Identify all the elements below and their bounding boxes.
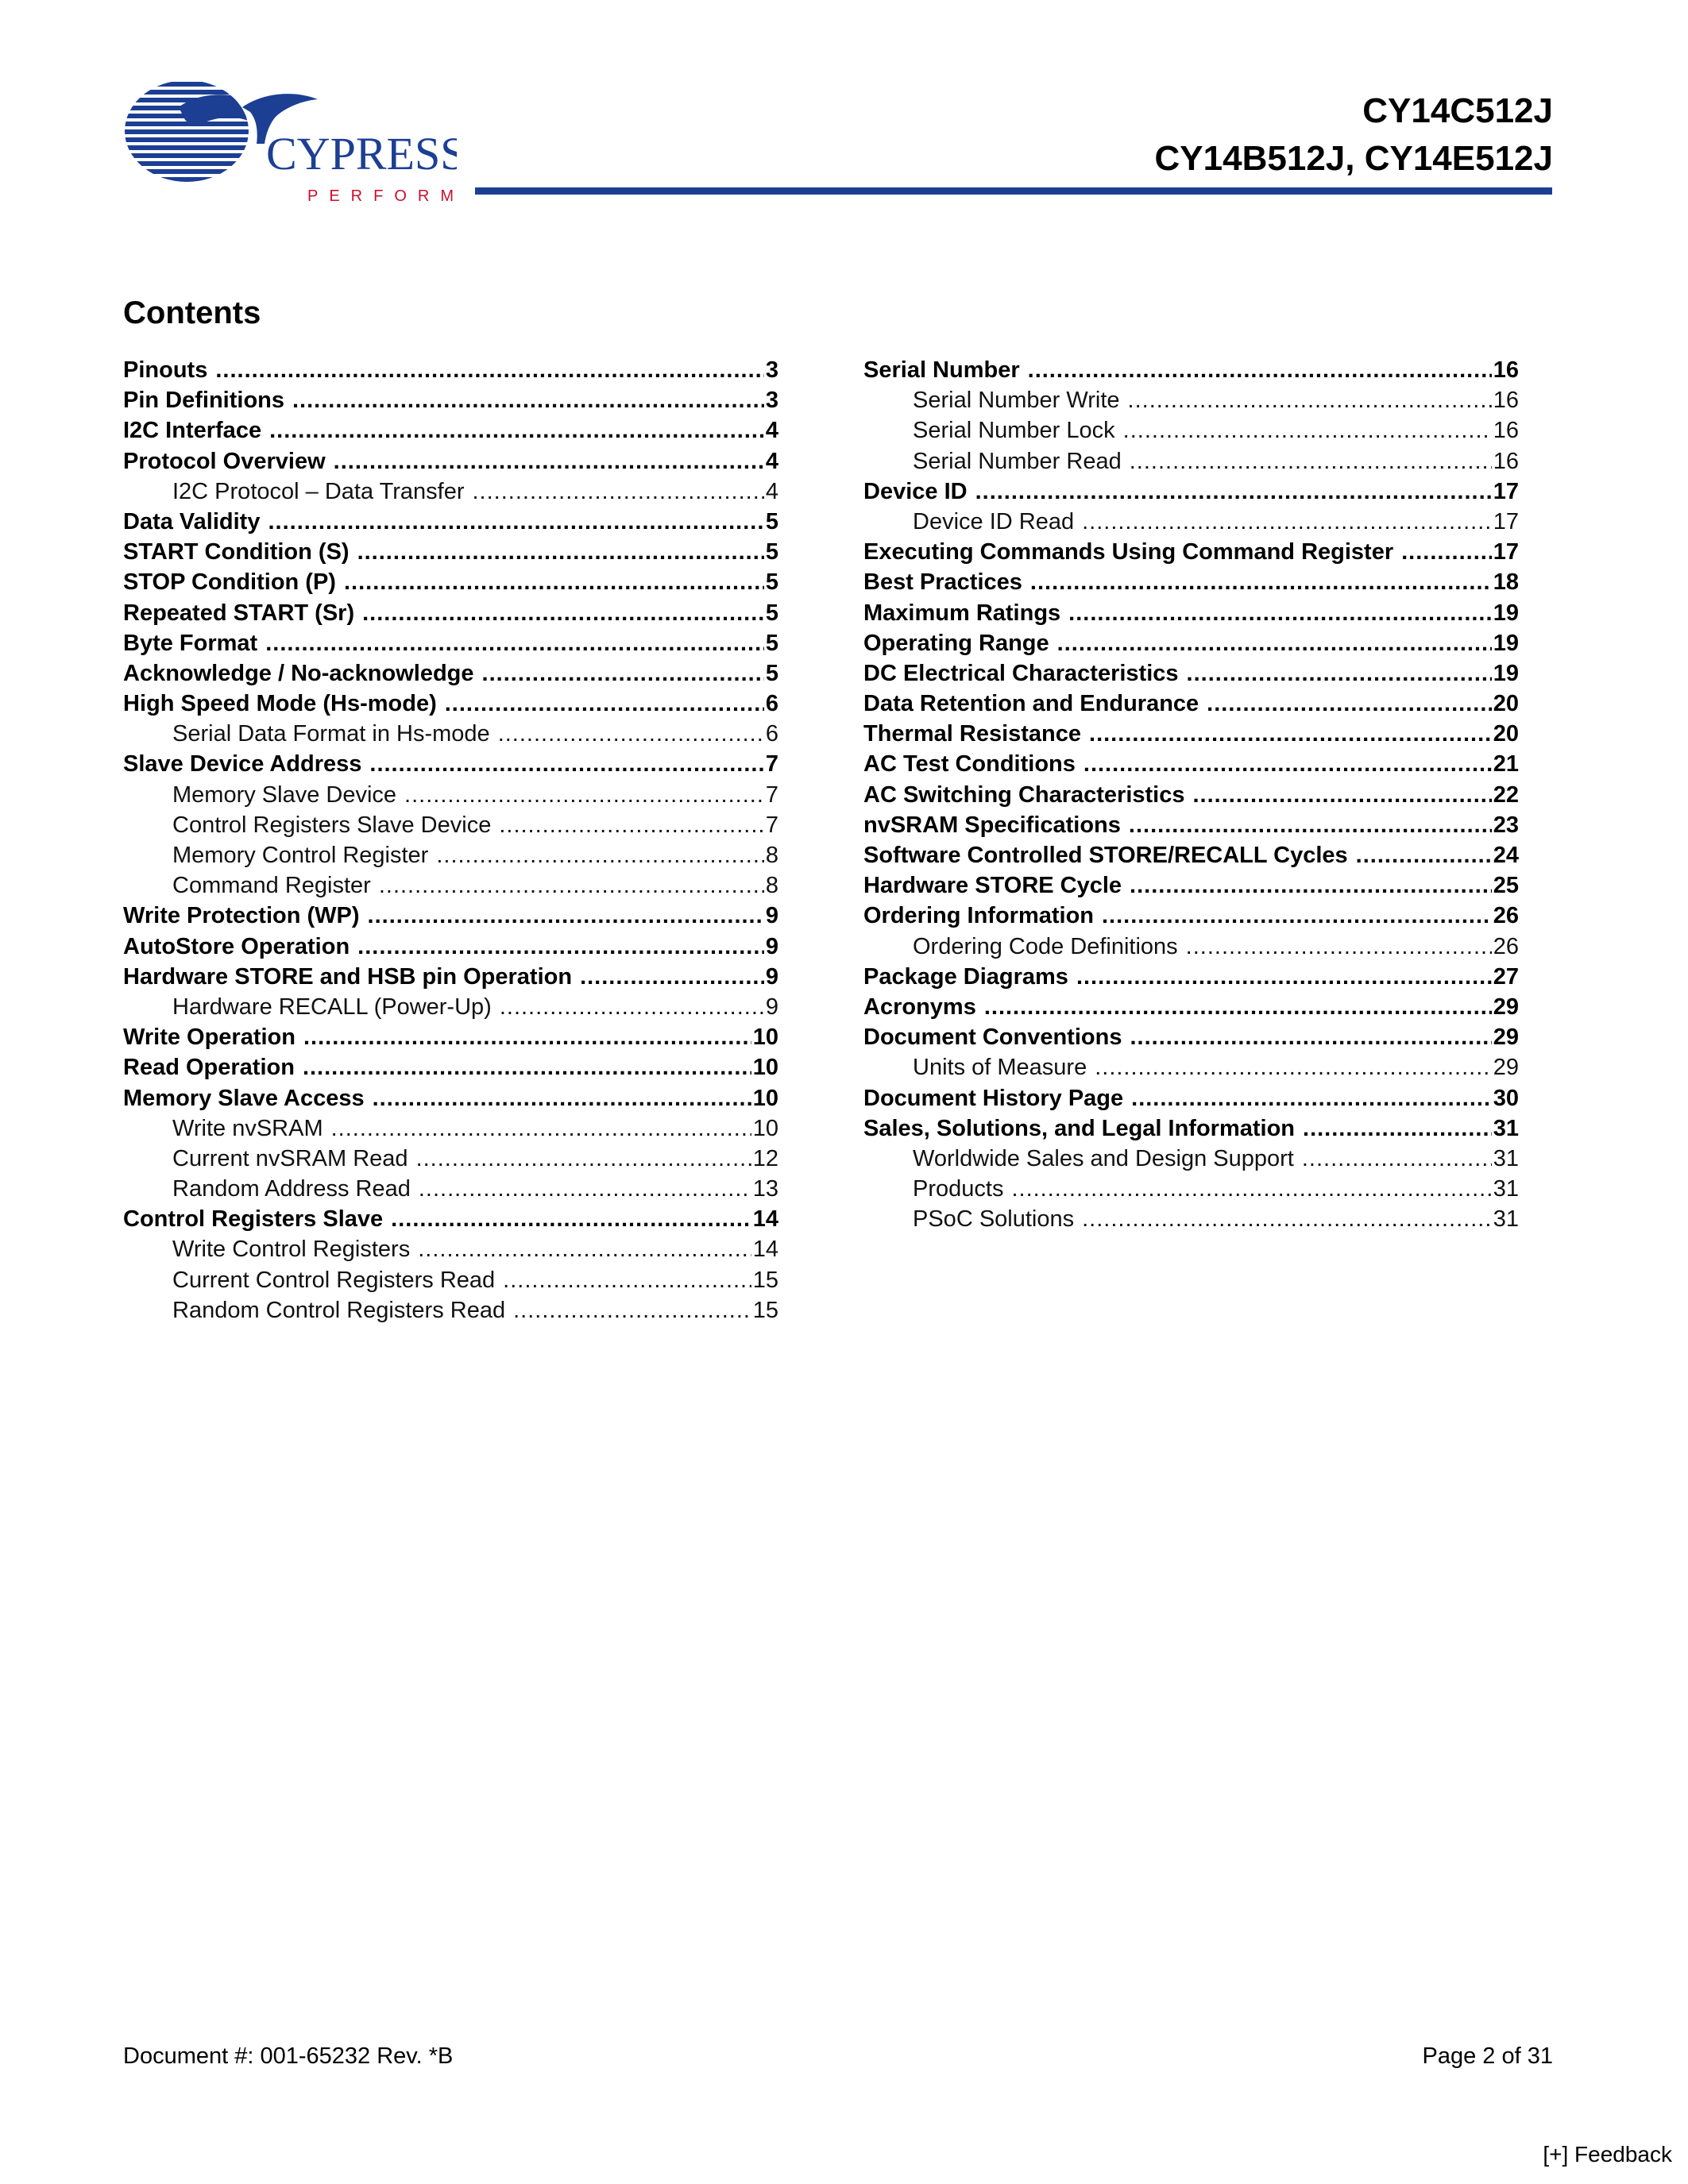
toc-entry-title: AC Test Conditions: [863, 751, 1076, 778]
toc-entry-title: Units of Measure: [913, 1055, 1087, 1081]
toc-entry-page: 19: [1493, 600, 1519, 626]
logo-tagline: PERFORM: [307, 187, 457, 205]
toc-entry[interactable]: [863, 1174, 1519, 1204]
toc-entry-page: 31: [1493, 1176, 1519, 1202]
toc-entry[interactable]: [863, 840, 1519, 870]
toc-leader-dots: [1401, 537, 1492, 567]
toc-leader-dots: [1057, 628, 1492, 658]
toc-entry-page: 25: [1493, 873, 1519, 899]
toc-entry-page: 20: [1493, 691, 1519, 717]
toc-entry-page: 15: [752, 1267, 778, 1293]
toc-leader-dots: [1082, 507, 1492, 537]
toc-entry-title: I2C Interface: [123, 418, 262, 444]
toc-leader-dots: [1076, 962, 1492, 992]
toc-entry[interactable]: [123, 355, 778, 385]
toc-entry-page: 5: [765, 539, 778, 565]
toc-entry[interactable]: [123, 598, 778, 628]
toc-entry-title: Device ID: [863, 478, 968, 504]
toc-entry-title: AutoStore Operation: [123, 933, 350, 959]
toc-entry-page: 18: [1493, 569, 1519, 596]
toc-entry-page: 9: [765, 963, 778, 990]
toc-entry-page: 17: [1493, 508, 1519, 534]
page-number: Page 2 of 31: [1422, 2043, 1553, 2069]
toc-entry[interactable]: [123, 507, 778, 537]
toc-leader-dots: [1356, 840, 1492, 870]
toc-entry[interactable]: [123, 537, 778, 567]
toc-leader-dots: [513, 1295, 751, 1325]
toc-entry[interactable]: [123, 689, 778, 719]
toc-right-column: [863, 355, 1519, 1234]
toc-entry-page: 9: [765, 933, 778, 959]
toc-entry-title: nvSRAM Specifications: [863, 812, 1121, 838]
toc-entry-page: 29: [1493, 1024, 1519, 1051]
toc-entry[interactable]: [863, 932, 1519, 962]
toc-entry-title: Ordering Code Definitions: [913, 933, 1178, 959]
toc-entry-page: 10: [752, 1085, 778, 1111]
toc-entry-page: 6: [765, 691, 778, 717]
toc-entry-title: Document History Page: [863, 1085, 1124, 1111]
toc-entry-page: 16: [1493, 418, 1519, 444]
toc-entry-title: Slave Device Address: [123, 751, 362, 778]
toc-entry-page: 8: [765, 873, 778, 899]
toc-entry-page: 9: [765, 994, 778, 1020]
toc-entry-title: Memory Control Register: [172, 843, 429, 868]
toc-leader-dots: [404, 780, 764, 810]
toc-entry-title: Memory Slave Device: [172, 781, 397, 808]
toc-leader-dots: [1129, 810, 1492, 840]
toc-entry[interactable]: [123, 1234, 778, 1264]
toc-leader-dots: [269, 415, 764, 446]
toc-entry-page: 19: [1493, 630, 1519, 656]
toc-entry-page: 30: [1493, 1085, 1519, 1111]
toc-leader-dots: [1089, 719, 1492, 749]
toc-entry-title: DC Electrical Characteristics: [863, 660, 1179, 686]
toc-entry-title: Write nvSRAM: [172, 1115, 323, 1141]
toc-leader-dots: [482, 658, 764, 689]
header-rule: [475, 187, 1552, 195]
toc-entry-title: High Speed Mode (Hs-mode): [123, 691, 437, 717]
toc-entry[interactable]: [863, 992, 1519, 1022]
toc-leader-dots: [1082, 1204, 1492, 1234]
toc-entry-page: 24: [1493, 843, 1519, 868]
toc-leader-dots: [373, 1083, 751, 1113]
toc-leader-dots: [292, 385, 764, 415]
toc-entry[interactable]: [863, 415, 1519, 446]
toc-leader-dots: [368, 901, 764, 931]
toc-entry[interactable]: [863, 567, 1519, 597]
toc-entry-title: Random Control Registers Read: [172, 1297, 506, 1323]
toc-entry-title: STOP Condition (P): [123, 569, 336, 596]
toc-entry-title: Data Validity: [123, 508, 261, 534]
toc-leader-dots: [1095, 1052, 1492, 1082]
toc-entry-page: 4: [765, 448, 778, 474]
toc-leader-dots: [268, 507, 763, 537]
toc-entry-page: 7: [765, 781, 778, 808]
toc-entry[interactable]: [863, 719, 1519, 749]
toc-entry-title: Hardware RECALL (Power-Up): [172, 994, 492, 1020]
toc-entry-title: Data Retention and Endurance: [863, 691, 1199, 717]
toc-entry-title: Best Practices: [863, 569, 1022, 596]
toc-entry-page: 3: [765, 388, 778, 414]
toc-entry-page: 31: [1493, 1206, 1519, 1233]
toc-leader-dots: [379, 870, 764, 901]
toc-entry-title: PSoC Solutions: [913, 1206, 1075, 1233]
toc-entry-title: Executing Commands Using Command Register: [863, 539, 1394, 565]
toc-entry-page: 17: [1493, 478, 1519, 504]
toc-leader-dots: [1102, 901, 1492, 931]
toc-entry[interactable]: [123, 932, 778, 962]
toc-entry-title: Byte Format: [123, 630, 258, 656]
toc-entry-title: Serial Data Format in Hs-mode: [172, 721, 490, 747]
feedback-link[interactable]: [+] Feedback: [1543, 2142, 1672, 2167]
toc-entry-page: 29: [1493, 1055, 1519, 1081]
toc-entry-page: 23: [1493, 812, 1519, 838]
toc-entry-title: Command Register: [172, 873, 371, 899]
toc-entry-page: 26: [1493, 933, 1519, 959]
toc-entry-title: Acronyms: [863, 994, 976, 1020]
toc-entry-page: 12: [752, 1145, 778, 1171]
toc-entry[interactable]: [863, 385, 1519, 415]
toc-entry-page: 17: [1493, 539, 1519, 565]
toc-entry-title: Write Control Registers: [172, 1237, 411, 1263]
toc-leader-dots: [369, 749, 763, 779]
toc-leader-dots: [1207, 689, 1492, 719]
toc-entry[interactable]: [123, 840, 778, 870]
toc-entry[interactable]: [123, 1052, 778, 1082]
toc-leader-dots: [1187, 658, 1492, 689]
toc-entry-title: Device ID Read: [913, 508, 1075, 534]
toc-leader-dots: [1030, 567, 1492, 597]
toc-leader-dots: [498, 719, 764, 749]
toc-leader-dots: [1123, 415, 1492, 446]
toc-leader-dots: [419, 1174, 751, 1204]
toc-entry-title: Package Diagrams: [863, 963, 1068, 990]
toc-entry-title: Control Registers Slave Device: [172, 812, 492, 838]
toc-entry-page: 16: [1493, 448, 1519, 474]
toc-leader-dots: [1303, 1113, 1492, 1144]
toc-entry-page: 4: [765, 418, 778, 444]
toc-leader-dots: [984, 992, 1492, 1022]
logo-wordmark: CYPRESS: [266, 128, 457, 179]
toc-leader-dots: [357, 537, 764, 567]
toc-leader-dots: [357, 932, 764, 962]
toc-entry-title: Products: [913, 1176, 1004, 1202]
toc-entry[interactable]: [863, 1052, 1519, 1082]
toc-entry[interactable]: [123, 749, 778, 779]
toc-leader-dots: [445, 689, 764, 719]
toc-entry[interactable]: [863, 1204, 1519, 1234]
toc-entry[interactable]: [123, 446, 778, 477]
toc-entry[interactable]: [863, 507, 1519, 537]
toc-entry[interactable]: [863, 810, 1519, 840]
toc-entry[interactable]: [863, 1144, 1519, 1174]
toc-entry[interactable]: [123, 1113, 778, 1144]
toc-entry-page: 19: [1493, 660, 1519, 686]
toc-entry-title: Software Controlled STORE/RECALL Cycles: [863, 843, 1348, 868]
toc-entry-title: START Condition (S): [123, 539, 350, 565]
toc-entry[interactable]: [863, 598, 1519, 628]
toc-entry-page: 5: [765, 600, 778, 626]
toc-leader-dots: [1068, 598, 1492, 628]
toc-leader-dots: [436, 840, 764, 870]
toc-entry-title: Memory Slave Access: [123, 1085, 365, 1111]
toc-leader-dots: [975, 477, 1492, 507]
toc-entry-title: Write Operation: [123, 1024, 295, 1051]
toc-left-column: [123, 355, 778, 1325]
toc-leader-dots: [334, 446, 764, 477]
toc-entry-page: 10: [752, 1115, 778, 1141]
toc-entry-title: Document Conventions: [863, 1024, 1122, 1051]
toc-leader-dots: [303, 1022, 751, 1052]
toc-entry[interactable]: [123, 810, 778, 840]
toc-entry[interactable]: [123, 992, 778, 1022]
toc-entry[interactable]: [863, 901, 1519, 931]
toc-entry-page: 8: [765, 843, 778, 868]
toc-leader-dots: [331, 1113, 751, 1144]
toc-leader-dots: [580, 962, 764, 992]
toc-leader-dots: [344, 567, 764, 597]
toc-entry-title: Current nvSRAM Read: [172, 1145, 408, 1171]
toc-entry-page: 13: [752, 1176, 778, 1202]
toc-entry-page: 20: [1493, 721, 1519, 747]
toc-entry-page: 15: [752, 1297, 778, 1323]
toc-entry[interactable]: [123, 628, 778, 658]
toc-entry[interactable]: [863, 689, 1519, 719]
toc-entry[interactable]: [123, 1295, 778, 1325]
toc-entry[interactable]: [123, 1265, 778, 1295]
toc-leader-dots: [362, 598, 764, 628]
toc-entry-page: 5: [765, 660, 778, 686]
toc-entry[interactable]: [863, 1022, 1519, 1052]
toc-entry-page: 10: [752, 1055, 778, 1081]
toc-leader-dots: [1083, 749, 1492, 779]
toc-entry[interactable]: [863, 780, 1519, 810]
toc-entry[interactable]: [863, 962, 1519, 992]
toc-entry-title: Operating Range: [863, 630, 1049, 656]
toc-leader-dots: [1130, 1022, 1491, 1052]
toc-entry-page: 14: [752, 1206, 778, 1233]
toc-entry-title: Thermal Resistance: [863, 721, 1082, 747]
toc-entry[interactable]: [123, 870, 778, 901]
toc-entry-page: 7: [765, 751, 778, 778]
toc-entry-page: 31: [1493, 1145, 1519, 1171]
toc-leader-dots: [1130, 870, 1492, 901]
contents-heading: Contents: [123, 295, 261, 330]
toc-entry[interactable]: [123, 1022, 778, 1052]
toc-entry[interactable]: [863, 749, 1519, 779]
toc-entry-title: Serial Number Lock: [913, 418, 1115, 444]
toc-entry[interactable]: [863, 1113, 1519, 1144]
toc-entry-page: 27: [1493, 963, 1519, 990]
toc-entry[interactable]: [123, 1204, 778, 1234]
toc-entry-page: 26: [1493, 903, 1519, 929]
toc-entry[interactable]: [863, 1083, 1519, 1113]
toc-entry[interactable]: [863, 446, 1519, 477]
toc-leader-dots: [265, 628, 764, 658]
toc-entry-page: 22: [1493, 781, 1519, 808]
toc-leader-dots: [500, 992, 764, 1022]
toc-entry-page: 10: [752, 1024, 778, 1051]
toc-leader-dots: [416, 1144, 751, 1174]
toc-entry[interactable]: [123, 962, 778, 992]
toc-entry-page: 16: [1493, 357, 1519, 383]
toc-entry[interactable]: [123, 780, 778, 810]
toc-entry-page: 4: [765, 478, 778, 504]
toc-entry-page: 6: [765, 721, 778, 747]
toc-entry-title: I2C Protocol – Data Transfer: [172, 478, 465, 504]
toc-leader-dots: [473, 477, 764, 507]
toc-entry-title: Sales, Solutions, and Legal Information: [863, 1115, 1296, 1141]
toc-leader-dots: [391, 1204, 751, 1234]
toc-entry-title: AC Switching Characteristics: [863, 781, 1185, 808]
toc-entry-title: Acknowledge / No-acknowledge: [123, 660, 474, 686]
toc-entry-title: Control Registers Slave: [123, 1206, 384, 1233]
toc-entry-title: Hardware STORE Cycle: [863, 873, 1122, 899]
toc-entry[interactable]: [123, 719, 778, 749]
toc-entry-title: Repeated START (Sr): [123, 600, 355, 626]
toc-entry[interactable]: [863, 355, 1519, 385]
toc-entry-page: 16: [1493, 388, 1519, 414]
toc-entry[interactable]: [123, 415, 778, 446]
toc-entry-page: 3: [765, 357, 778, 383]
toc-entry-title: Pinouts: [123, 357, 208, 383]
cypress-logo-icon: [123, 75, 457, 210]
toc-leader-dots: [499, 810, 764, 840]
toc-entry[interactable]: [863, 628, 1519, 658]
toc-entry-page: 5: [765, 569, 778, 596]
toc-leader-dots: [1302, 1144, 1492, 1174]
toc-entry-title: Serial Number Read: [913, 448, 1122, 474]
toc-leader-dots: [303, 1052, 751, 1082]
toc-entry-page: 21: [1493, 751, 1519, 778]
toc-entry-page: 5: [765, 630, 778, 656]
toc-entry[interactable]: [863, 658, 1519, 689]
toc-entry[interactable]: [123, 567, 778, 597]
toc-leader-dots: [1011, 1174, 1491, 1204]
toc-entry[interactable]: [863, 537, 1519, 567]
document-number: Document #: 001-65232 Rev. *B: [123, 2043, 454, 2069]
toc-entry-page: 29: [1493, 994, 1519, 1020]
toc-leader-dots: [1193, 780, 1492, 810]
toc-entry-title: Protocol Overview: [123, 448, 326, 474]
toc-entry-title: Current Control Registers Read: [172, 1267, 496, 1293]
toc-entry-title: Worldwide Sales and Design Support: [913, 1145, 1294, 1171]
toc-leader-dots: [215, 355, 764, 385]
cypress-logo: [123, 75, 457, 210]
toc-leader-dots: [418, 1234, 751, 1264]
toc-entry[interactable]: [123, 477, 778, 507]
toc-entry-title: Serial Number: [863, 357, 1020, 383]
toc-leader-dots: [1186, 932, 1492, 962]
toc-entry-title: Random Address Read: [172, 1176, 411, 1202]
toc-entry-page: 31: [1493, 1115, 1519, 1141]
toc-entry[interactable]: [123, 385, 778, 415]
toc-entry-page: 14: [752, 1237, 778, 1263]
part-numbers: [1155, 87, 1553, 183]
toc-leader-dots: [503, 1265, 751, 1295]
toc-entry-title: Read Operation: [123, 1055, 295, 1081]
toc-entry[interactable]: [123, 1174, 778, 1204]
toc-leader-dots: [1028, 355, 1492, 385]
part-number-secondary: CY14B512J, CY14E512J: [1154, 139, 1553, 178]
toc-entry-title: Hardware STORE and HSB pin Operation: [123, 963, 573, 990]
toc-entry[interactable]: [123, 658, 778, 689]
part-number-primary: CY14C512J: [1362, 91, 1553, 130]
toc-entry[interactable]: [123, 1083, 778, 1113]
toc-entry-title: Maximum Ratings: [863, 600, 1061, 626]
toc-entry-page: 9: [765, 903, 778, 929]
toc-entry[interactable]: [123, 1144, 778, 1174]
toc-leader-dots: [1131, 1083, 1492, 1113]
toc-entry-title: Pin Definitions: [123, 388, 284, 414]
toc-entry-title: Ordering Information: [863, 903, 1094, 929]
toc-entry-page: 5: [765, 508, 778, 534]
toc-entry-page: 7: [765, 812, 778, 838]
toc-entry-title: Serial Number Write: [913, 388, 1120, 414]
toc-entry[interactable]: [863, 477, 1519, 507]
toc-entry-title: Write Protection (WP): [123, 903, 360, 929]
toc-entry[interactable]: [863, 870, 1519, 901]
toc-entry[interactable]: [123, 901, 778, 931]
toc-leader-dots: [1130, 446, 1492, 477]
toc-leader-dots: [1128, 385, 1492, 415]
